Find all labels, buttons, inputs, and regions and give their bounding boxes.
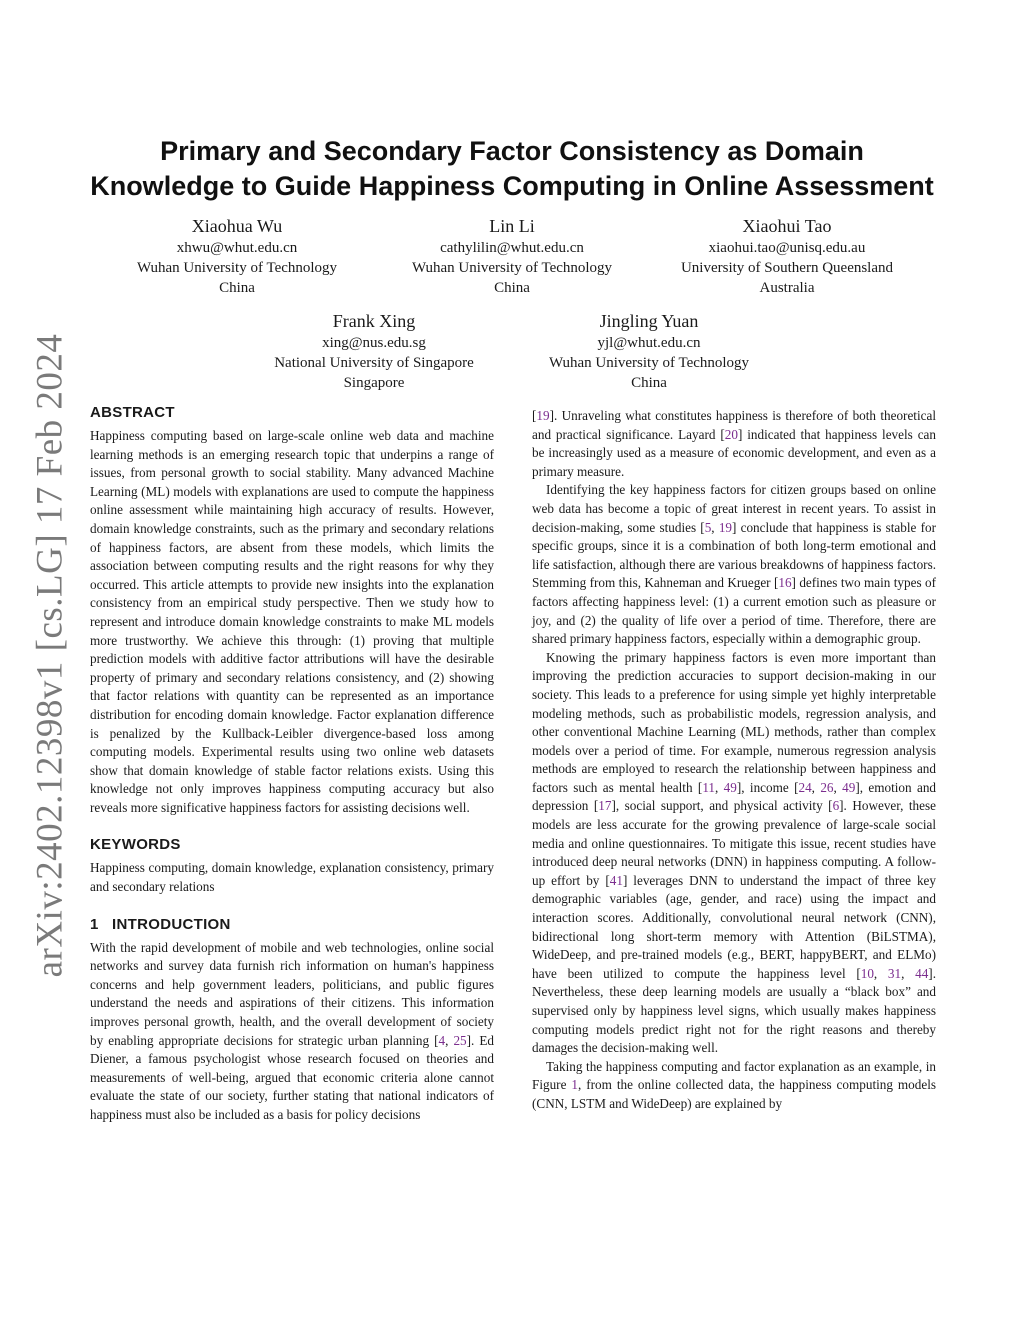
text-run: With the rapid development of mobile and web technologies, online social networks and survey data furnish rich information on human's happiness concerns and help government leaders, politicians, and public figures understand the needs and aspirations of their citizens. This information improves personal growth, health, and the overall development of society by enabling appropriate decisions for strategic urban planning [: [90, 939, 494, 1048]
author-country: Singapore: [343, 375, 405, 391]
citation-link[interactable]: 20: [724, 426, 738, 442]
author-block: [97, 214, 377, 298]
author-country: China: [494, 280, 530, 296]
citation-link[interactable]: 10: [860, 965, 874, 981]
text-run: ]. Unraveling what constitutes happiness is therefore of both theoretical and practical significance. Layard [: [532, 408, 936, 442]
text-run: ,: [711, 519, 719, 535]
author-country: China: [631, 375, 667, 391]
text-run: ,: [811, 779, 821, 795]
intro-paragraph-1-continued: [532, 407, 936, 481]
abstract-body: Happiness computing based on large-scale online web data and machine learning methods is an emerging research topic that underpins a range of issues, from personal growth to social stability. Many advanced Machine Learning (ML) models with explanations are used to compute the happiness online assessment while maintaining high accuracy of results. However, domain knowledge constraints, such as the primary and secondary relations of happiness factors, are absent from these models, which limits the association between computing results and the right reasons for why they occurred. This article attempts to provide new insights into the explanation consistency from an empirical study perspective. Then we study how to represent and introduce domain knowledge constraints to make ML models more trustworthy. We achieve this through: (1) proving that multiple prediction models with additive factor attributions will have the desirable property of primary and secondary relations consistency, and (2) showing that factor relations with quantity can be represented as an importance distribution for encoding domain knowledge. Factor explanation difference is penalized by the Kullback-Leibler divergence-based loss among computing models. Experimental results using two online web datasets show that domain knowledge of stable factor relations exists. Using this knowledge not only improves happiness computing accuracy but also reveals more significative happiness factors for assisting decisions well.: [90, 428, 494, 815]
citation-link[interactable]: 41: [609, 872, 623, 888]
text-run: Knowing the primary happiness factors is even more important than improving the prediction accuracies to support decision-making in our society. This leads to a preference for using simple yet highly interpretable modeling methods, such as probabilistic models, regression analysis, and other conventional Machine Learning (ML) methods, rather than complex models over a period of time. For example, numerous regression analysis methods are employed to research the relationship between happiness and factors such as mental health [: [532, 649, 936, 795]
author-name: Frank Xing: [332, 311, 416, 331]
text-run: ,: [715, 779, 724, 795]
right-column: [532, 407, 936, 1114]
author-email[interactable]: cathylilin@whut.edu.cn: [440, 240, 584, 256]
text-run: ] defines two main types of factors affecting happiness level: (1) a current emotion such as pleasure or joy, and (2) the quality of life over a period of time. Therefore, there are shared primary happiness factors, especially within a demographic group.: [532, 575, 936, 647]
citation-link[interactable]: 19: [536, 408, 550, 423]
citation-link[interactable]: 19: [718, 519, 732, 535]
citation-link[interactable]: 24: [798, 779, 812, 795]
text-run: [: [532, 408, 537, 423]
author-email[interactable]: xing@nus.edu.sg: [322, 335, 426, 351]
keywords-body: Happiness computing, domain knowledge, explanation consistency, primary and secondary relations: [90, 860, 494, 895]
text-run: ]. Nevertheless, these deep learning models are usually a “black box” and supervised only by happiness level signs, which usually makes happiness computing models predict right not for the right reasons and thereby damages the decision-making well.: [532, 965, 936, 1056]
text-run: ], emotion and depression [: [532, 779, 937, 814]
citation-link[interactable]: 49: [723, 779, 737, 795]
paper-title: [80, 134, 944, 204]
author-block: [647, 214, 927, 298]
left-column: [90, 403, 494, 1125]
author-block: [509, 309, 789, 393]
citation-link[interactable]: 31: [887, 965, 902, 981]
author-affiliation: Wuhan University of Technology: [136, 260, 338, 276]
citation-link[interactable]: 44: [915, 965, 929, 981]
author-affiliation: Wuhan University of Technology: [548, 355, 750, 371]
author-name: Jingling Yuan: [599, 311, 699, 331]
citation-link[interactable]: 26: [820, 779, 834, 795]
author-block: [372, 214, 652, 298]
author-name: Xiaohua Wu: [191, 216, 283, 236]
introduction-heading: 1 INTRODUCTION: [90, 915, 231, 933]
author-country: China: [219, 280, 255, 296]
intro-paragraph-4: [532, 1058, 936, 1114]
citation-link[interactable]: 17: [598, 798, 612, 814]
text-run: ]. Ed Diener, a famous psychologist whose research focused on theories and measurements of well-being, argued that economic criteria alone cannot evaluate the state of our society, further stating that national indicators of happiness must also be included as a basis for policy decisions: [90, 1032, 495, 1122]
text-run: ] conclude that happiness is stable for specific groups, since it is a combination of both long-term emotional and life satisfaction, although there are various breakdowns of happiness factors. Stemming from this, Kahneman and Krueger [: [532, 519, 936, 591]
text-run: ,: [901, 965, 916, 981]
text-run: ,: [445, 1032, 454, 1048]
author-email[interactable]: yjl@whut.edu.cn: [597, 335, 701, 351]
text-run: ] indicated that happiness levels can be increasingly used as a measure of economic development, and even as a primary measure.: [532, 426, 937, 479]
abstract-heading: ABSTRACT: [90, 404, 175, 421]
citation-link[interactable]: 49: [842, 779, 856, 795]
text-run: ], income [: [736, 779, 799, 795]
text-run: Taking the happiness computing and factor explanation as an example, in Figure: [532, 1058, 936, 1093]
intro-paragraph-3: [532, 649, 936, 1058]
author-name: Lin Li: [489, 216, 535, 236]
author-affiliation: Wuhan University of Technology: [411, 260, 613, 276]
citation-link[interactable]: 25: [453, 1032, 467, 1048]
author-email[interactable]: xhwu@whut.edu.cn: [176, 240, 298, 256]
author-email[interactable]: xiaohui.tao@unisq.edu.au: [708, 240, 866, 256]
text-run: ], social support, and physical activity [: [611, 798, 833, 814]
author-affiliation: University of Southern Queensland: [680, 260, 894, 276]
text-run: ]. However, these models are less accurate for the growing prevalence of large-scale social media and online questionnaires. To mitigate this issue, recent studies have introduced deep neural networks (DNN) in happiness computing. A follow-up effort by [: [532, 798, 936, 888]
text-run: ,: [833, 779, 843, 795]
paper-title-line-1: Primary and Secondary Factor Consistency as Domain: [160, 136, 864, 166]
author-name: Xiaohui Tao: [742, 216, 832, 236]
intro-paragraph-1: [90, 939, 494, 1125]
text-run: ,: [873, 965, 888, 981]
author-country: Australia: [759, 280, 815, 296]
text-run: , from the online collected data, the happiness computing models (CNN, LSTM and WideDeep) are explained by: [532, 1077, 937, 1111]
arxiv-identifier: [29, 333, 71, 977]
author-affiliation: National University of Singapore: [274, 355, 474, 371]
keywords-heading: KEYWORDS: [90, 836, 181, 854]
citation-link[interactable]: 11: [702, 779, 716, 795]
citation-link[interactable]: 5: [704, 519, 712, 535]
paper-title-line-2: Knowledge to Guide Happiness Computing in Online Assessment: [90, 171, 934, 201]
citation-link[interactable]: 6: [832, 798, 840, 814]
intro-paragraph-2: [532, 481, 936, 648]
citation-link[interactable]: 4: [438, 1032, 446, 1048]
text-run: Identifying the key happiness factors for citizen groups based on online web data has become a topic of great interest in recent years. To assist in decision-making, some studies [: [532, 482, 936, 535]
text-run: ] leverages DNN to understand the impact of three key demographic variables (age, gender, and race) using the impact and interaction scores. Additionally, convolutional neural network (CNN), bidirectional long short-term memory with Attention (BiLSTMA), WideDeep, and pre-trained models (e.g., BERT, happyBERT, and ELMo) have been utilized to compute the happiness level [: [532, 872, 936, 981]
figure-link[interactable]: 1: [571, 1077, 578, 1093]
arxiv-identifier-text: arXiv:2402.12398v1 [cs.LG] 17 Feb 2024: [29, 333, 71, 977]
author-block: [234, 309, 514, 393]
citation-link[interactable]: 16: [778, 575, 792, 591]
